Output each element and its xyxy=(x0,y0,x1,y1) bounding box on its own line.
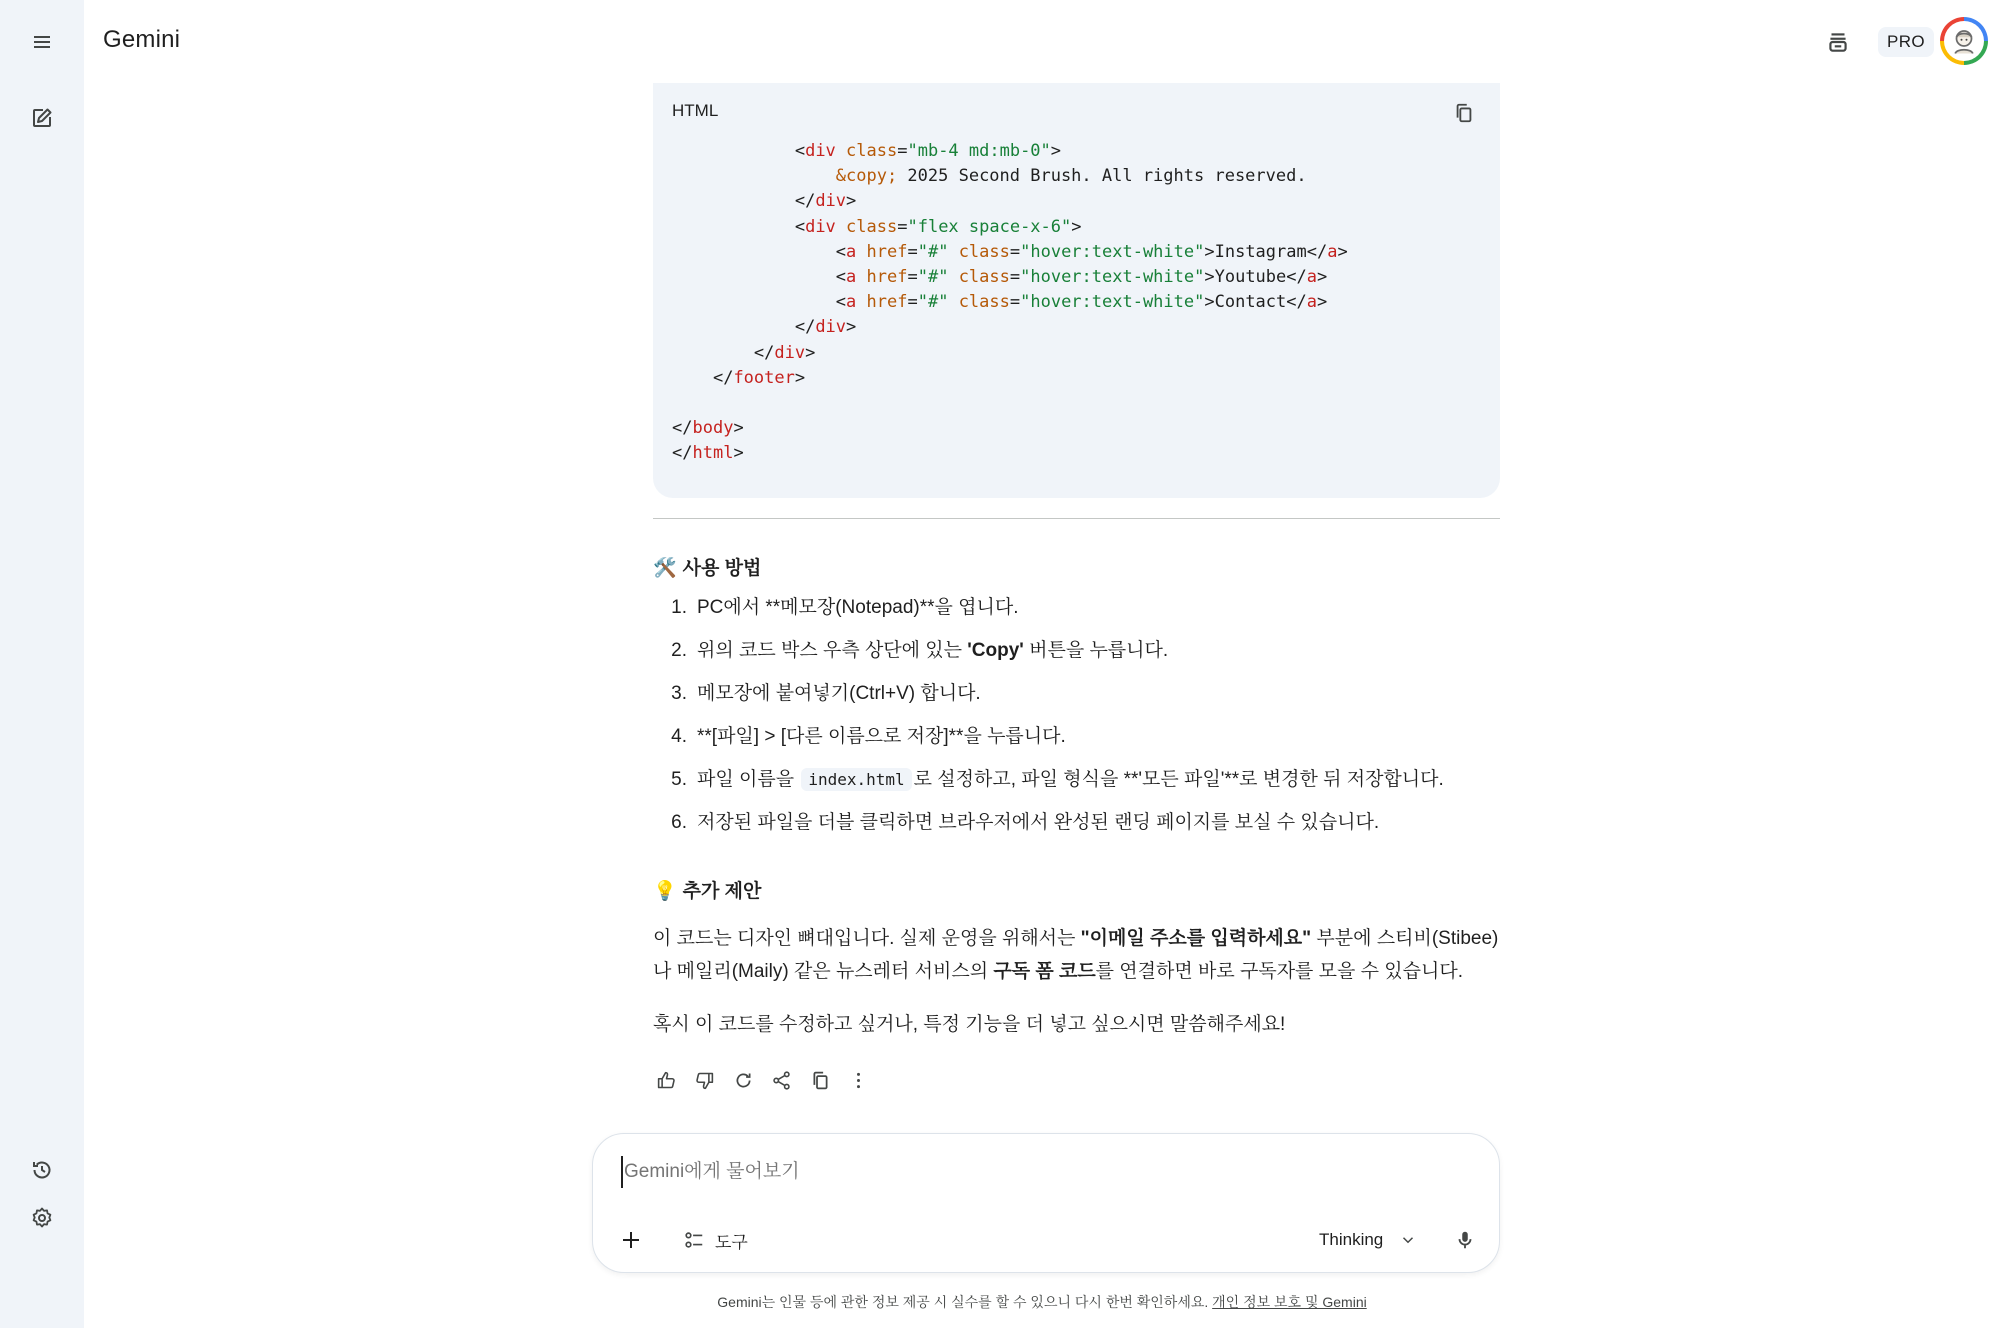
code-token xyxy=(672,368,713,388)
code-token: a xyxy=(1327,241,1338,262)
step-text-part: 파일 이름을 xyxy=(697,769,800,790)
regenerate-button[interactable] xyxy=(725,1062,761,1098)
list-item xyxy=(653,723,1500,766)
microphone-button[interactable] xyxy=(1445,1220,1485,1260)
tune-icon xyxy=(683,1229,705,1251)
code-token: = xyxy=(907,292,918,313)
code-token: < xyxy=(835,266,847,287)
code-token: href xyxy=(866,266,908,287)
para-text: 이 코드는 디자인 뼈대입니다. 실제 운영을 위해서는 xyxy=(653,928,1081,949)
code-token: a xyxy=(846,292,857,313)
code-line xyxy=(672,290,1348,315)
code-token: class xyxy=(958,241,1010,262)
code-token: </ xyxy=(712,367,734,388)
code-token: </ xyxy=(753,342,775,363)
step-number: 1. xyxy=(671,597,687,618)
suggestion-heading xyxy=(653,876,761,903)
temporary-chat-button[interactable] xyxy=(1816,20,1860,64)
suggestion-heading-text: 추가 제안 xyxy=(682,881,762,902)
code-token: "hover:text-white" xyxy=(1020,241,1205,262)
share-icon xyxy=(771,1070,792,1091)
code-token: Contact xyxy=(1214,292,1287,313)
copy-icon xyxy=(810,1070,831,1091)
step-text xyxy=(697,637,1168,665)
chevron-down-icon xyxy=(1399,1231,1417,1249)
app-title[interactable]: Gemini xyxy=(103,26,181,53)
step-text: 저장된 파일을 더블 클릭하면 브라우저에서 완성된 랜딩 페이지를 보실 수 있습니다. xyxy=(697,812,1380,833)
copy-code-button[interactable] xyxy=(1448,97,1480,129)
code-token: > xyxy=(805,342,816,363)
code-token xyxy=(948,292,958,312)
code-block xyxy=(653,83,1500,498)
code-token: a xyxy=(1306,266,1317,287)
code-token: = xyxy=(1009,241,1021,262)
more-vert-icon xyxy=(848,1070,869,1091)
code-token: footer xyxy=(733,367,795,388)
disclaimer xyxy=(0,1292,2000,1312)
list-item xyxy=(653,680,1500,723)
code-token: > xyxy=(1337,241,1348,262)
code-content xyxy=(672,139,1348,466)
thumbs-down-icon xyxy=(694,1070,715,1091)
usage-steps xyxy=(653,594,1500,852)
code-token: = xyxy=(897,141,908,161)
good-response-button[interactable] xyxy=(648,1062,684,1098)
code-line xyxy=(672,341,1348,366)
privacy-link[interactable]: 개인 정보 보호 및 Gemini xyxy=(1212,1294,1367,1310)
code-token: html xyxy=(692,443,734,464)
step-text-part: 로 설정하고, 파일 형식을 **'모든 파일'**로 변경한 뒤 저장합니다. xyxy=(913,769,1444,790)
account-avatar[interactable] xyxy=(1940,17,1988,65)
code-token: > xyxy=(846,317,857,338)
code-token: Instagram xyxy=(1214,241,1307,262)
code-token: "mb-4 md:mb-0" xyxy=(907,141,1051,161)
code-token: "flex space-x-6" xyxy=(907,216,1072,237)
closing-paragraph: 혹시 이 코드를 수정하고 싶거나, 특정 기능을 더 넣고 싶으시면 말씀해주세요! xyxy=(653,1014,1286,1035)
code-token: = xyxy=(1009,292,1021,313)
mic-icon xyxy=(1454,1229,1476,1251)
code-token: "#" xyxy=(917,241,949,262)
code-token: div xyxy=(774,342,806,363)
code-line xyxy=(672,441,1348,466)
code-token: href xyxy=(866,292,908,313)
step-number: 6. xyxy=(671,812,687,833)
code-line xyxy=(672,164,1348,189)
thumbs-up-icon xyxy=(656,1070,677,1091)
bad-response-button[interactable] xyxy=(686,1062,722,1098)
step-text: 메모장에 붙여넣기(Ctrl+V) 합니다. xyxy=(697,683,981,704)
code-token: div xyxy=(815,191,847,212)
copy-icon xyxy=(1453,102,1475,124)
code-token xyxy=(948,242,958,262)
code-token: > xyxy=(794,367,806,388)
list-item xyxy=(653,766,1500,809)
code-token: div xyxy=(805,216,836,237)
code-token: > xyxy=(1204,241,1215,262)
code-token xyxy=(948,267,958,287)
code-token: > xyxy=(733,418,744,439)
incognito-icon xyxy=(1825,29,1851,55)
code-line xyxy=(672,215,1348,240)
side-rail xyxy=(0,0,84,1328)
code-token xyxy=(836,217,846,237)
settings-button[interactable] xyxy=(20,1196,64,1240)
code-token: < xyxy=(835,241,847,262)
refresh-icon xyxy=(733,1070,754,1091)
code-line xyxy=(672,189,1348,214)
copy-response-button[interactable] xyxy=(802,1062,838,1098)
list-item xyxy=(653,637,1500,680)
mode-label: Thinking xyxy=(1319,1230,1384,1249)
hamburger-icon xyxy=(30,30,54,54)
code-token: = xyxy=(907,266,918,287)
code-token: < xyxy=(835,292,847,313)
code-token: = xyxy=(907,241,918,262)
code-token: 2025 Second Brush. All rights reserved. xyxy=(897,166,1307,187)
new-chat-button[interactable] xyxy=(20,96,64,140)
code-token: class xyxy=(846,141,898,161)
code-token: > xyxy=(1204,292,1215,313)
plus-icon xyxy=(619,1228,643,1252)
code-token: </ xyxy=(672,418,693,439)
tools-button[interactable] xyxy=(675,1220,756,1260)
code-token xyxy=(672,292,836,312)
code-token: href xyxy=(866,241,908,262)
share-button[interactable] xyxy=(763,1062,799,1098)
step-text-bold: 'Copy' xyxy=(967,640,1024,661)
code-line xyxy=(672,391,1348,416)
code-token: &copy; xyxy=(835,166,898,187)
user-illustration-icon xyxy=(1949,26,1979,56)
code-token: a xyxy=(1306,292,1317,313)
code-line xyxy=(672,366,1348,391)
code-token: > xyxy=(1050,141,1062,161)
code-line xyxy=(672,240,1348,265)
add-attachment-button[interactable] xyxy=(611,1220,651,1260)
code-token xyxy=(856,242,866,262)
tools-emoji-icon: 🛠️ xyxy=(653,558,677,579)
code-token: </ xyxy=(1306,241,1328,262)
code-token xyxy=(672,191,795,211)
para-text: 부분에 스티비(Stibee)나 메일리(Maily) 같은 뉴스레터 서비스의 xyxy=(653,928,1499,982)
step-number: 2. xyxy=(671,640,687,661)
step-text-part: 위의 코드 박스 우측 상단에 있는 xyxy=(697,640,968,661)
code-token: class xyxy=(846,216,898,237)
prompt-composer xyxy=(592,1133,1500,1273)
code-token: a xyxy=(846,241,857,262)
code-token: "#" xyxy=(917,292,949,313)
menu-button[interactable] xyxy=(20,20,64,64)
code-token xyxy=(672,141,795,161)
lightbulb-emoji-icon: 💡 xyxy=(653,881,677,902)
gear-icon xyxy=(30,1206,54,1230)
step-text: **[파일] > [다른 이름으로 저장]**을 누릅니다. xyxy=(697,726,1066,747)
code-token: </ xyxy=(672,443,693,464)
pro-badge: PRO xyxy=(1878,27,1934,57)
list-item xyxy=(653,594,1500,637)
code-token xyxy=(856,292,866,312)
code-token: </ xyxy=(1286,266,1307,287)
inline-code: index.html xyxy=(801,768,911,791)
code-line xyxy=(672,139,1348,164)
code-token: Youtube xyxy=(1214,266,1287,287)
step-number: 5. xyxy=(671,769,687,790)
code-token: "hover:text-white" xyxy=(1020,292,1205,313)
model-mode-selector[interactable] xyxy=(1311,1220,1425,1260)
edit-icon xyxy=(30,106,54,130)
divider xyxy=(653,518,1500,519)
code-line xyxy=(672,265,1348,290)
code-token: div xyxy=(805,141,836,161)
code-token: class xyxy=(958,292,1010,313)
code-line xyxy=(672,416,1348,441)
code-token: < xyxy=(794,216,806,237)
code-token: div xyxy=(815,317,847,338)
code-token: "hover:text-white" xyxy=(1020,266,1205,287)
code-token: > xyxy=(1071,216,1082,237)
step-text: PC에서 **메모장(Notepad)**을 엽니다. xyxy=(697,597,1019,618)
code-token xyxy=(672,343,754,363)
code-token: > xyxy=(1317,266,1328,287)
code-token: > xyxy=(733,443,744,464)
prompt-input[interactable] xyxy=(621,1156,1441,1188)
code-token xyxy=(856,267,866,287)
code-language-label: HTML xyxy=(672,101,719,120)
code-token: </ xyxy=(794,191,816,212)
para-text: 를 연결하면 바로 구독자를 모을 수 있습니다. xyxy=(1095,961,1463,982)
code-token: = xyxy=(1009,266,1021,287)
para-bold: "이메일 주소를 입력하세요" xyxy=(1080,928,1312,949)
code-token xyxy=(672,166,836,186)
code-token: > xyxy=(1317,292,1328,313)
code-token: class xyxy=(958,266,1010,287)
step-number: 4. xyxy=(671,726,687,747)
code-token: </ xyxy=(794,317,816,338)
usage-heading xyxy=(653,553,761,580)
usage-heading-text: 사용 방법 xyxy=(682,558,762,579)
history-icon xyxy=(30,1158,54,1182)
code-token xyxy=(672,242,836,262)
code-token: a xyxy=(846,266,857,287)
code-token: < xyxy=(794,141,806,161)
para-bold: 구독 폼 코드 xyxy=(993,961,1096,982)
code-token xyxy=(672,317,795,337)
code-token: </ xyxy=(1286,292,1307,313)
step-text xyxy=(697,766,1444,794)
code-token: = xyxy=(897,216,908,237)
more-options-button[interactable] xyxy=(840,1062,876,1098)
step-number: 3. xyxy=(671,683,687,704)
step-text-part: 버튼을 누릅니다. xyxy=(1023,640,1169,661)
code-token xyxy=(836,141,846,161)
suggestion-paragraph xyxy=(653,922,1503,988)
code-token: body xyxy=(692,418,734,439)
activity-button[interactable] xyxy=(20,1148,64,1192)
disclaimer-text: Gemini는 인물 등에 관한 정보 제공 시 실수를 할 수 있으니 다시 한번 확인하세요. xyxy=(717,1294,1213,1310)
code-line xyxy=(672,315,1348,340)
code-token: "#" xyxy=(917,266,949,287)
code-token: > xyxy=(1204,266,1215,287)
code-token xyxy=(672,217,795,237)
tools-label: 도구 xyxy=(715,1232,748,1252)
code-token: > xyxy=(846,191,857,212)
avatar-image xyxy=(1944,21,1984,61)
list-item xyxy=(653,809,1500,852)
code-token xyxy=(672,267,836,287)
